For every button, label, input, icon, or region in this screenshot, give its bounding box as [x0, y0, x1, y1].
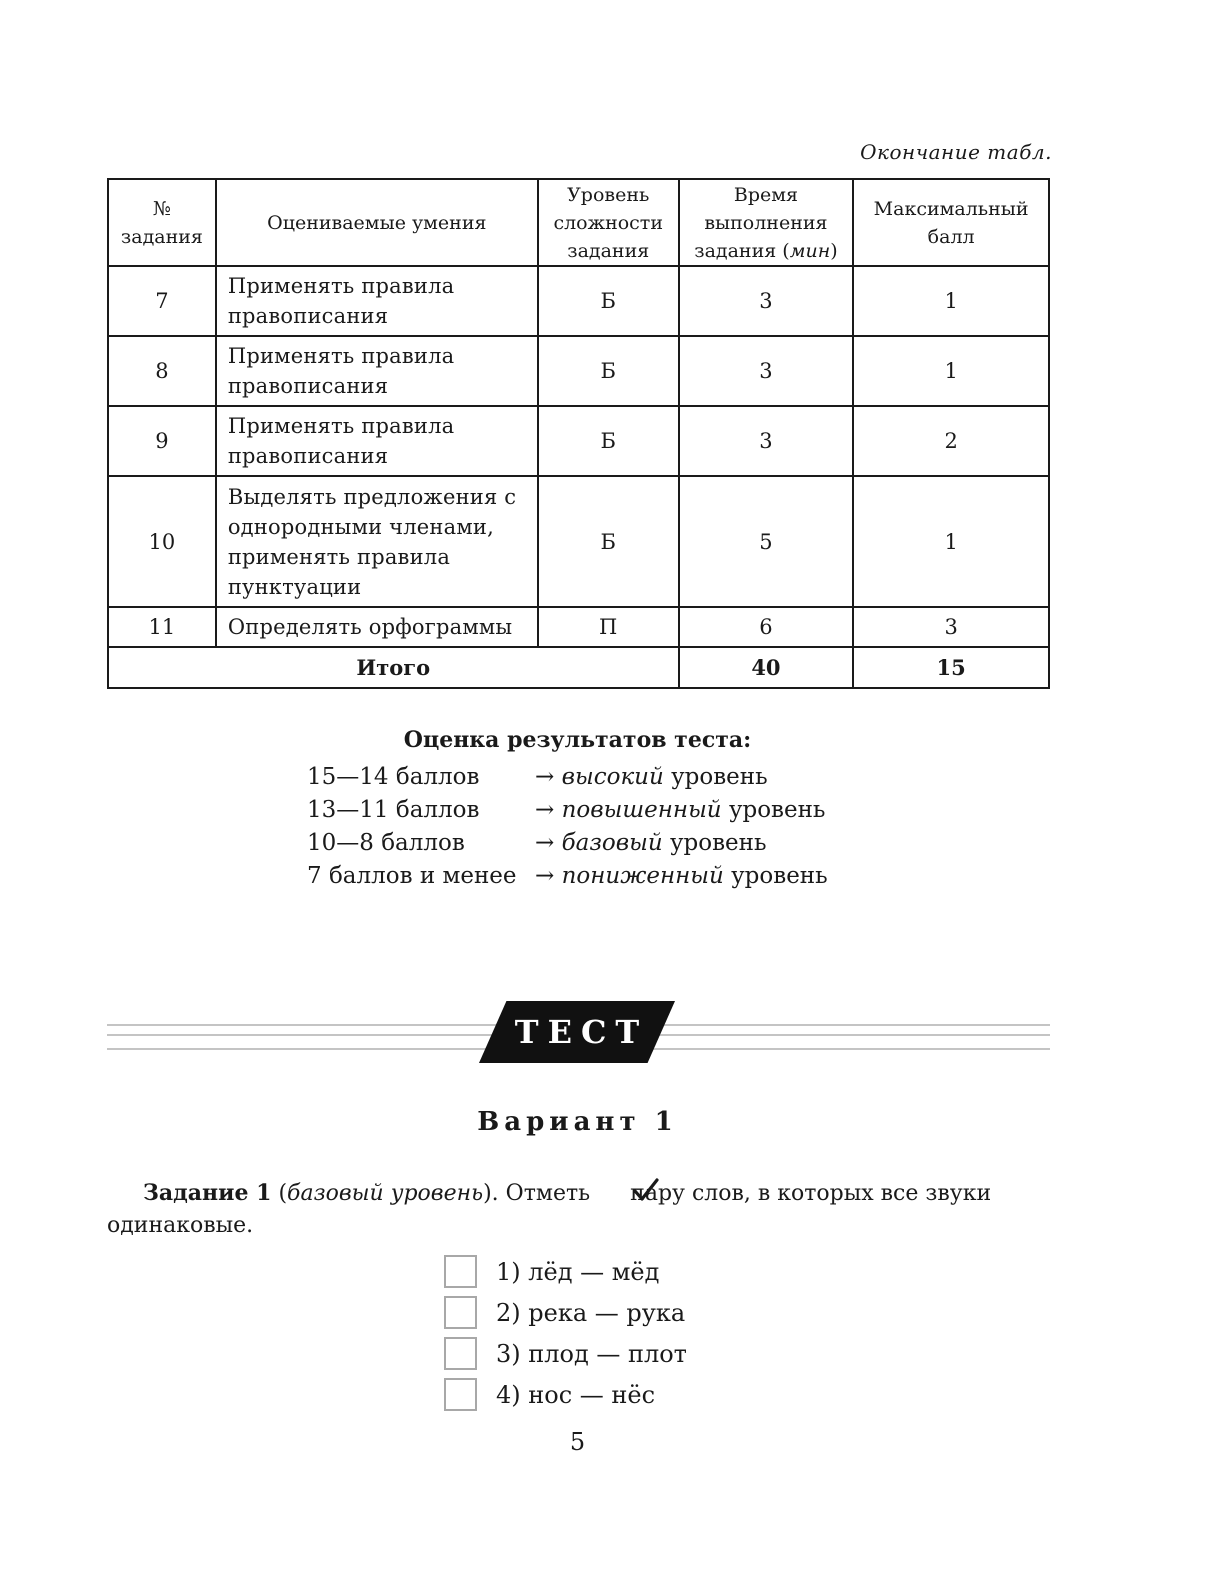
- answer-label: 2) река — рука: [496, 1298, 686, 1327]
- table-header-row: [108, 179, 1049, 266]
- answer-option: [444, 1374, 687, 1415]
- table-row: [108, 266, 1049, 336]
- cell-skill: Применять правила правописания: [216, 406, 538, 476]
- results-row: [307, 860, 828, 893]
- cell-number: 11: [108, 607, 216, 647]
- cell-score: 1: [853, 476, 1049, 607]
- header-number: № задания: [108, 179, 216, 266]
- results-row: [307, 827, 828, 860]
- answer-option: [444, 1333, 687, 1374]
- checkmark-icon: [597, 1178, 623, 1200]
- variant-title: Вариант 1: [477, 1107, 678, 1137]
- results-row: [307, 794, 828, 827]
- answer-checkbox[interactable]: [444, 1337, 477, 1370]
- total-score: 15: [853, 647, 1049, 688]
- cell-skill: Применять правила правописания: [216, 266, 538, 336]
- header-max-score: Максимальный балл: [853, 179, 1049, 266]
- cell-time: 3: [679, 406, 854, 476]
- results-level: → высокий уровень: [535, 764, 768, 790]
- results-level: → повышенный уровень: [535, 797, 826, 823]
- table-caption: Окончание табл.: [860, 140, 1052, 164]
- answer-checkbox[interactable]: [444, 1255, 477, 1288]
- header-level: Уровень сложности задания: [538, 179, 679, 266]
- answer-label: 3) плод — плот: [496, 1339, 687, 1368]
- cell-skill: Определять орфограммы: [216, 607, 538, 647]
- test-section-banner: [107, 1000, 1050, 1064]
- task-instruction: Задание 1 (базовый уровень). Отметь пару слов, в которых все звуки одинаковые.: [107, 1180, 992, 1238]
- results-score: 7 баллов и менее: [307, 863, 517, 889]
- answer-options: [444, 1251, 687, 1415]
- cell-score: 1: [853, 336, 1049, 406]
- cell-time: 3: [679, 266, 854, 336]
- answer-checkbox[interactable]: [444, 1378, 477, 1411]
- task-level: базовый уровень: [287, 1181, 484, 1206]
- cell-skill: Применять правила правописания: [216, 336, 538, 406]
- cell-time: 3: [679, 336, 854, 406]
- results-list: [307, 761, 828, 893]
- header-skills: Оцениваемые умения: [216, 179, 538, 266]
- task-label: Задание 1: [143, 1180, 272, 1206]
- total-label: Итого: [108, 647, 679, 688]
- results-level: → базовый уровень: [535, 830, 767, 856]
- table-row: [108, 336, 1049, 406]
- cell-number: 8: [108, 336, 216, 406]
- cell-number: 9: [108, 406, 216, 476]
- answer-label: 1) лёд — мёд: [496, 1257, 660, 1286]
- results-score: 15—14 баллов: [307, 764, 480, 790]
- cell-level: Б: [538, 476, 679, 607]
- banner-title: ТЕСТ: [514, 1013, 649, 1051]
- cell-skill: Выделять предложения с однородными членами, применять правила пунктуации: [216, 476, 538, 607]
- answer-option: [444, 1251, 687, 1292]
- cell-time: 6: [679, 607, 854, 647]
- results-title: Оценка результатов теста:: [403, 727, 752, 753]
- results-row: [307, 761, 828, 794]
- table-row: [108, 476, 1049, 607]
- cell-score: 1: [853, 266, 1049, 336]
- results-score: 10—8 баллов: [307, 830, 465, 856]
- skills-table: [107, 178, 1050, 689]
- table-total-row: [108, 647, 1049, 688]
- cell-level: П: [538, 607, 679, 647]
- cell-number: 7: [108, 266, 216, 336]
- cell-level: Б: [538, 336, 679, 406]
- answer-option: [444, 1292, 687, 1333]
- results-level: → пониженный уровень: [535, 863, 828, 889]
- total-time: 40: [679, 647, 854, 688]
- cell-score: 3: [853, 607, 1049, 647]
- cell-score: 2: [853, 406, 1049, 476]
- page-number: 5: [569, 1428, 586, 1456]
- cell-level: Б: [538, 266, 679, 336]
- table-row: [108, 406, 1049, 476]
- answer-label: 4) нос — нёс: [496, 1380, 656, 1409]
- results-score: 13—11 баллов: [307, 797, 480, 823]
- cell-number: 10: [108, 476, 216, 607]
- header-time: Время выполнения задания (мин): [679, 179, 854, 266]
- cell-time: 5: [679, 476, 854, 607]
- answer-checkbox[interactable]: [444, 1296, 477, 1329]
- table-row: [108, 607, 1049, 647]
- cell-level: Б: [538, 406, 679, 476]
